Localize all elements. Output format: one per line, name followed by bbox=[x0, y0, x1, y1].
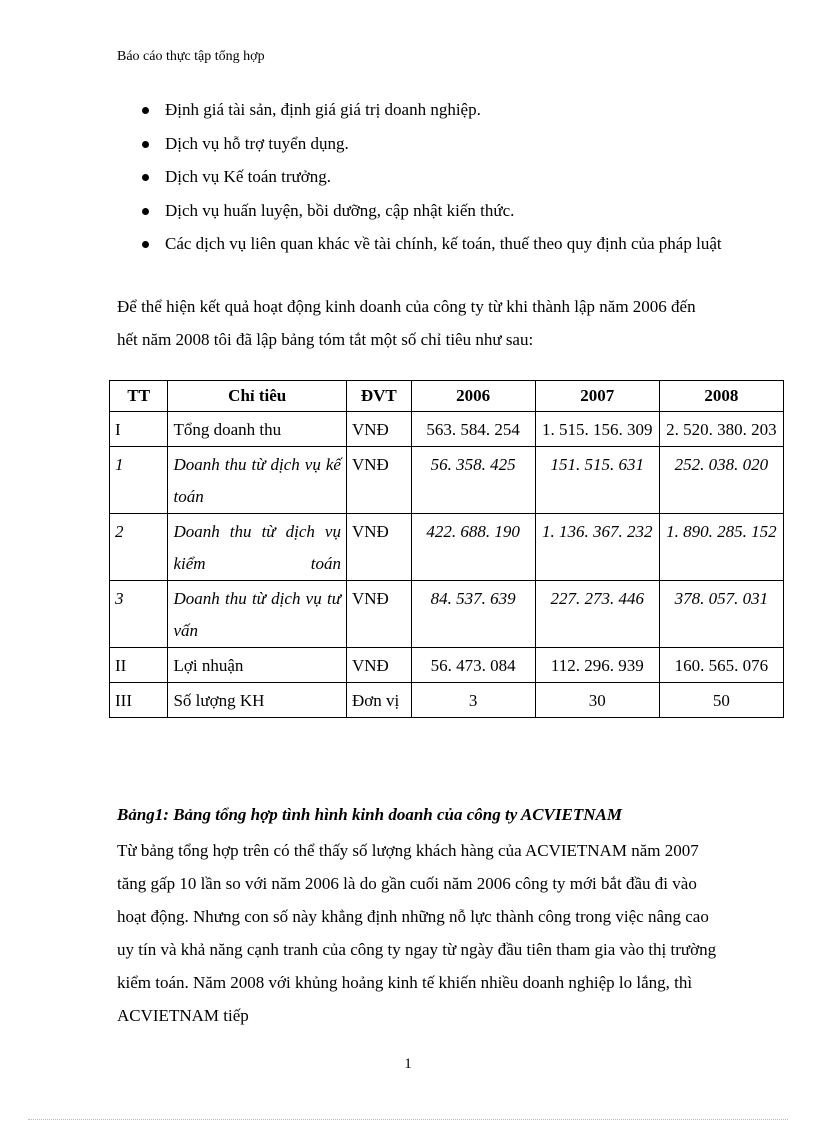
intro-paragraph: Để thể hiện kết quả hoạt động kinh doanh của công ty từ khi thành lập năm 2006 đến hết năm 2008 tôi đã lập bảng tóm tắt một số chỉ tiêu như sau: bbox=[117, 297, 696, 349]
cell-2008: 378. 057. 031 bbox=[659, 581, 783, 648]
cell-2007: 151. 515. 631 bbox=[535, 447, 659, 514]
page-number: 1 bbox=[404, 1056, 412, 1072]
cell-tt: II bbox=[110, 648, 168, 683]
bullet-icon bbox=[142, 107, 149, 114]
list-item: Dịch vụ Kế toán trưởng. bbox=[117, 160, 737, 194]
cell-tt: 2 bbox=[110, 514, 168, 581]
page-header: Báo cáo thực tập tổng hợp bbox=[117, 49, 265, 64]
table-row bbox=[110, 412, 784, 447]
body-paragraph: Từ bảng tổng hợp trên có thể thấy số lượng khách hàng của ACVIETNAM năm 2007 tăng gấp 10 lần so với năm 2006 là do gần cuối năm 2006 công ty mới bắt đầu đi vào hoạt động. Nhưng con số này khẳng định những nỗ lực thành công trong việc nâng cao uy tín và khả năng cạnh tranh của công ty ngay từ ngày đầu tiên tham gia vào thị trường kiểm toán. Năm 2008 với khủng hoảng kinh tế khiến nhiều doanh nghiệp lo lắng, thì ACVIETNAM tiếp bbox=[117, 841, 717, 1025]
cell-tt: 1 bbox=[110, 447, 168, 514]
cell-unit: Đơn vị bbox=[346, 683, 411, 718]
cell-2007: 30 bbox=[535, 683, 659, 718]
bullet-icon bbox=[142, 208, 149, 215]
cell-2006: 563. 584. 254 bbox=[411, 412, 535, 447]
cell-indicator: Lợi nhuận bbox=[168, 648, 347, 683]
cell-2008: 252. 038. 020 bbox=[659, 447, 783, 514]
service-list bbox=[117, 93, 737, 261]
list-item: Định giá tài sản, định giá giá trị doanh nghiệp. bbox=[117, 93, 737, 127]
cell-2006: 84. 537. 639 bbox=[411, 581, 535, 648]
list-item: Các dịch vụ liên quan khác về tài chính, kế toán, thuế theo quy định của pháp luật bbox=[117, 227, 737, 261]
table-row bbox=[110, 683, 784, 718]
cell-2007: 1. 515. 156. 309 bbox=[535, 412, 659, 447]
cell-indicator: Doanh thu từ dịch vụ tư vấn bbox=[168, 581, 347, 648]
cell-tt: I bbox=[110, 412, 168, 447]
bullet-icon bbox=[142, 241, 149, 248]
cell-2007: 112. 296. 939 bbox=[535, 648, 659, 683]
list-item: Dịch vụ huấn luyện, bồi dưỡng, cập nhật kiến thức. bbox=[117, 194, 737, 228]
list-item: Dịch vụ hỗ trợ tuyển dụng. bbox=[117, 127, 737, 161]
cell-indicator: Tổng doanh thu bbox=[168, 412, 347, 447]
table-row bbox=[110, 581, 784, 648]
cell-2008: 50 bbox=[659, 683, 783, 718]
page-bottom-divider bbox=[28, 1119, 788, 1120]
cell-unit: VNĐ bbox=[346, 514, 411, 581]
header-cell-unit: ĐVT bbox=[346, 381, 411, 412]
cell-2006: 56. 473. 084 bbox=[411, 648, 535, 683]
cell-tt: III bbox=[110, 683, 168, 718]
cell-2008: 160. 565. 076 bbox=[659, 648, 783, 683]
cell-indicator: Doanh thu từ dịch vụ kiểm toán bbox=[168, 514, 347, 581]
cell-unit: VNĐ bbox=[346, 412, 411, 447]
cell-2008: 2. 520. 380. 203 bbox=[659, 412, 783, 447]
table-row bbox=[110, 514, 784, 581]
cell-unit: VNĐ bbox=[346, 447, 411, 514]
cell-2006: 3 bbox=[411, 683, 535, 718]
cell-2008: 1. 890. 285. 152 bbox=[659, 514, 783, 581]
header-cell-2008: 2008 bbox=[659, 381, 783, 412]
cell-indicator: Số lượng KH bbox=[168, 683, 347, 718]
header-cell-tt: TT bbox=[110, 381, 168, 412]
bullet-icon bbox=[142, 141, 149, 148]
header-cell-2007: 2007 bbox=[535, 381, 659, 412]
table-caption: Bảng1: Bảng tổng hợp tình hình kinh doanh của công ty ACVIETNAM bbox=[117, 805, 622, 824]
cell-tt: 3 bbox=[110, 581, 168, 648]
cell-2006: 422. 688. 190 bbox=[411, 514, 535, 581]
table-row bbox=[110, 648, 784, 683]
header-cell-2006: 2006 bbox=[411, 381, 535, 412]
cell-2007: 227. 273. 446 bbox=[535, 581, 659, 648]
bullet-icon bbox=[142, 174, 149, 181]
cell-unit: VNĐ bbox=[346, 648, 411, 683]
cell-unit: VNĐ bbox=[346, 581, 411, 648]
cell-2006: 56. 358. 425 bbox=[411, 447, 535, 514]
table-row bbox=[110, 447, 784, 514]
table-header-row bbox=[110, 381, 784, 412]
header-cell-indicator: Chỉ tiêu bbox=[168, 381, 347, 412]
business-results-table bbox=[109, 380, 784, 718]
cell-indicator: Doanh thu từ dịch vụ kế toán bbox=[168, 447, 347, 514]
cell-2007: 1. 136. 367. 232 bbox=[535, 514, 659, 581]
